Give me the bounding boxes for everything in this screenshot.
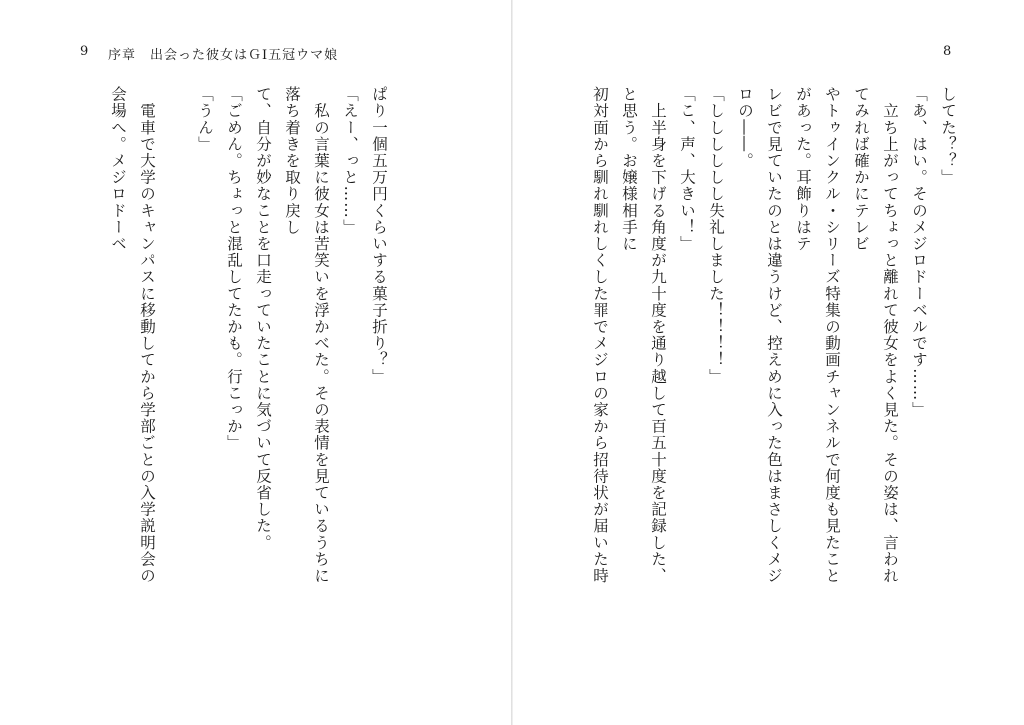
text-line: レビで見ていたのとは違うけど、控えめに入った色はまさしくメジロの――。 [736,86,783,584]
text-line: 「うん」 [196,86,214,153]
text-line: 初対面から馴れ馴れしくした罪でメジロの家から招待状が届いた時 [591,86,609,584]
right-page-number: 8 [943,44,952,59]
running-head: 序章 出会った彼女はＧⅠ五冠ウマ娘 [108,48,339,63]
text-line: 私の言葉に彼女は苦笑いを浮かべた。その表情を見ているうちに落ち着きを取り戻し [283,86,330,584]
text-line: ぱり一個五万円くらいする菓子折り？」 [370,86,388,385]
text-line: て、自分が妙なことを口走っていたことに気づいて反省した。 [254,86,272,551]
text-line: やトゥインクル・シリーズ特集の動画チャンネルで何度も見たことがあった。耳飾りはテ [794,86,841,584]
text-line: 「ごめん。ちょっと混乱してたかも。行こっか」 [225,86,243,452]
text-line: 「えー、っと……」 [341,86,359,236]
text-line: 電車で大学のキャンパスに移動してから学部ごとの入学説明会の会場へ。メジロドーベ [109,86,156,584]
text-line: 「あ、はい。そのメジロドーベルです……」 [910,86,928,418]
blank-line [161,86,190,596]
text-line: してた？？」 [939,86,957,186]
left-page-body [103,86,393,596]
text-line: 立ち上がってちょっと離れて彼女をよく見た。その姿は、言われてみれば確かにテレビ [852,86,899,584]
text-line: 上半身を下げる角度が九十度を通り越して百五十度を記録した、と思う。お嬢様相手に [620,86,667,584]
right-page-body [582,86,962,596]
right-page [513,0,1024,725]
text-line: 「こ、声、大きい！」 [678,86,696,252]
left-page-number: 9 [80,44,89,59]
text-line: 「しししししし失礼しました！！！！」 [707,86,725,385]
